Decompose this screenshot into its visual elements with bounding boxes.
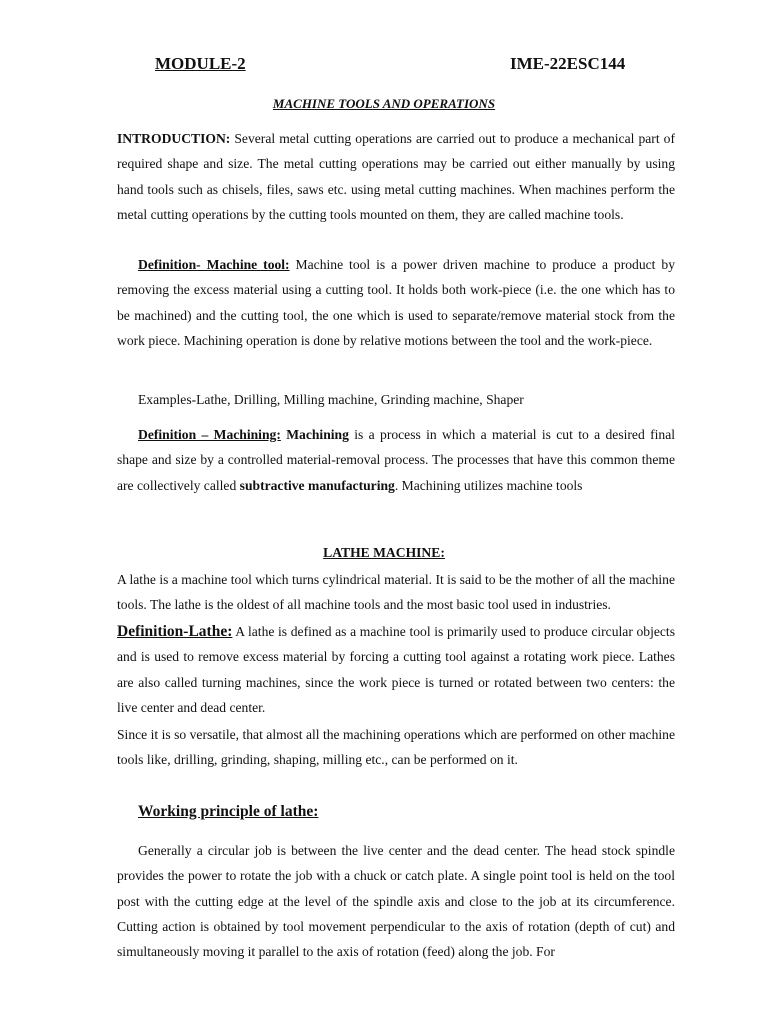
machining-term: Machining — [286, 427, 349, 442]
subtractive-manufacturing-term: subtractive manufacturing — [239, 477, 395, 493]
introduction-paragraph — [117, 126, 675, 227]
definition-machining-paragraph — [117, 422, 675, 498]
definition-lathe-label: Definition-Lathe: — [117, 623, 233, 640]
introduction-text: Several metal cutting operations are carried out to produce a mechanical part of required shape and size. The metal cutting operations may be carried out either manually by using hand tools such as chisels, files, saws etc. using metal cutting machines. When machines perform the metal cutting operations by the cutting tools mounted on them, they are called machine tools. — [117, 131, 675, 222]
definition-machine-tool-label: Definition- Machine tool: — [138, 257, 290, 272]
definition-machine-tool-paragraph — [117, 252, 675, 353]
definition-lathe-text: A lathe is defined as a machine tool is primarily used to produce circular objects and is used to remove excess material by forcing a cutting tool against a rotating work piece. Lathes are also called turning machines, since the work piece is turned or rotated between two centers: the live center and dead center. — [117, 624, 675, 715]
definition-machine-tool-text: Machine tool is a power driven machine to produce a product by removing the excess material using a cutting tool. It holds both work-piece (i.e. the one which has to be machined) and the cutting tool, the one which is used to separate/remove material stock from the work piece. Machining operation is done by relative motions between the tool and the work-piece. — [117, 257, 675, 348]
lathe-intro-paragraph: A lathe is a machine tool which turns cylindrical material. It is said to be the mother of all the machine tools. The lathe is the oldest of all machine tools and the most basic tool used in industries. — [117, 572, 675, 613]
definition-machining-text-1: is a process in which a material is cut to a desired final shape and size by a controlled material-removal process. The processes that have this common theme are collectively called — [117, 427, 675, 493]
module-label: MODULE-2 — [155, 54, 246, 73]
examples-line: Examples-Lathe, Drilling, Milling machine, Grinding machine, Shaper — [138, 392, 524, 407]
document-title: MACHINE TOOLS AND OPERATIONS — [272, 96, 496, 111]
course-code: IME-22ESC144 — [510, 54, 626, 73]
working-principle-text: Generally a circular job is between the live center and the dead center. The head stock spindle provides the power to rotate the job with a chuck or catch plate. A single point tool is held on the tool post with the cutting edge at the level of the spindle axis and close to the job at its circumference. Cutting action is obtained by tool movement perpendicular to the axis of rotation (depth of cut) and simultaneously moving it parallel to the axis of rotation (feed) along the job. For — [117, 843, 675, 960]
definition-machining-text-2: . Machining utilizes machine tools — [394, 477, 583, 493]
working-principle-heading: Working principle of lathe: — [138, 803, 319, 820]
introduction-label: INTRODUCTION: — [117, 131, 231, 146]
definition-lathe-paragraph — [117, 619, 675, 720]
lathe-machine-heading: LATHE MACHINE: — [323, 545, 445, 560]
definition-machining-label: Definition – Machining: — [138, 427, 281, 442]
versatile-paragraph: Since it is so versatile, that almost all the machining operations which are performed on other machine tools like, drilling, grinding, shaping, milling etc., can be performed on it. — [117, 727, 675, 768]
working-principle-paragraph — [117, 838, 675, 964]
